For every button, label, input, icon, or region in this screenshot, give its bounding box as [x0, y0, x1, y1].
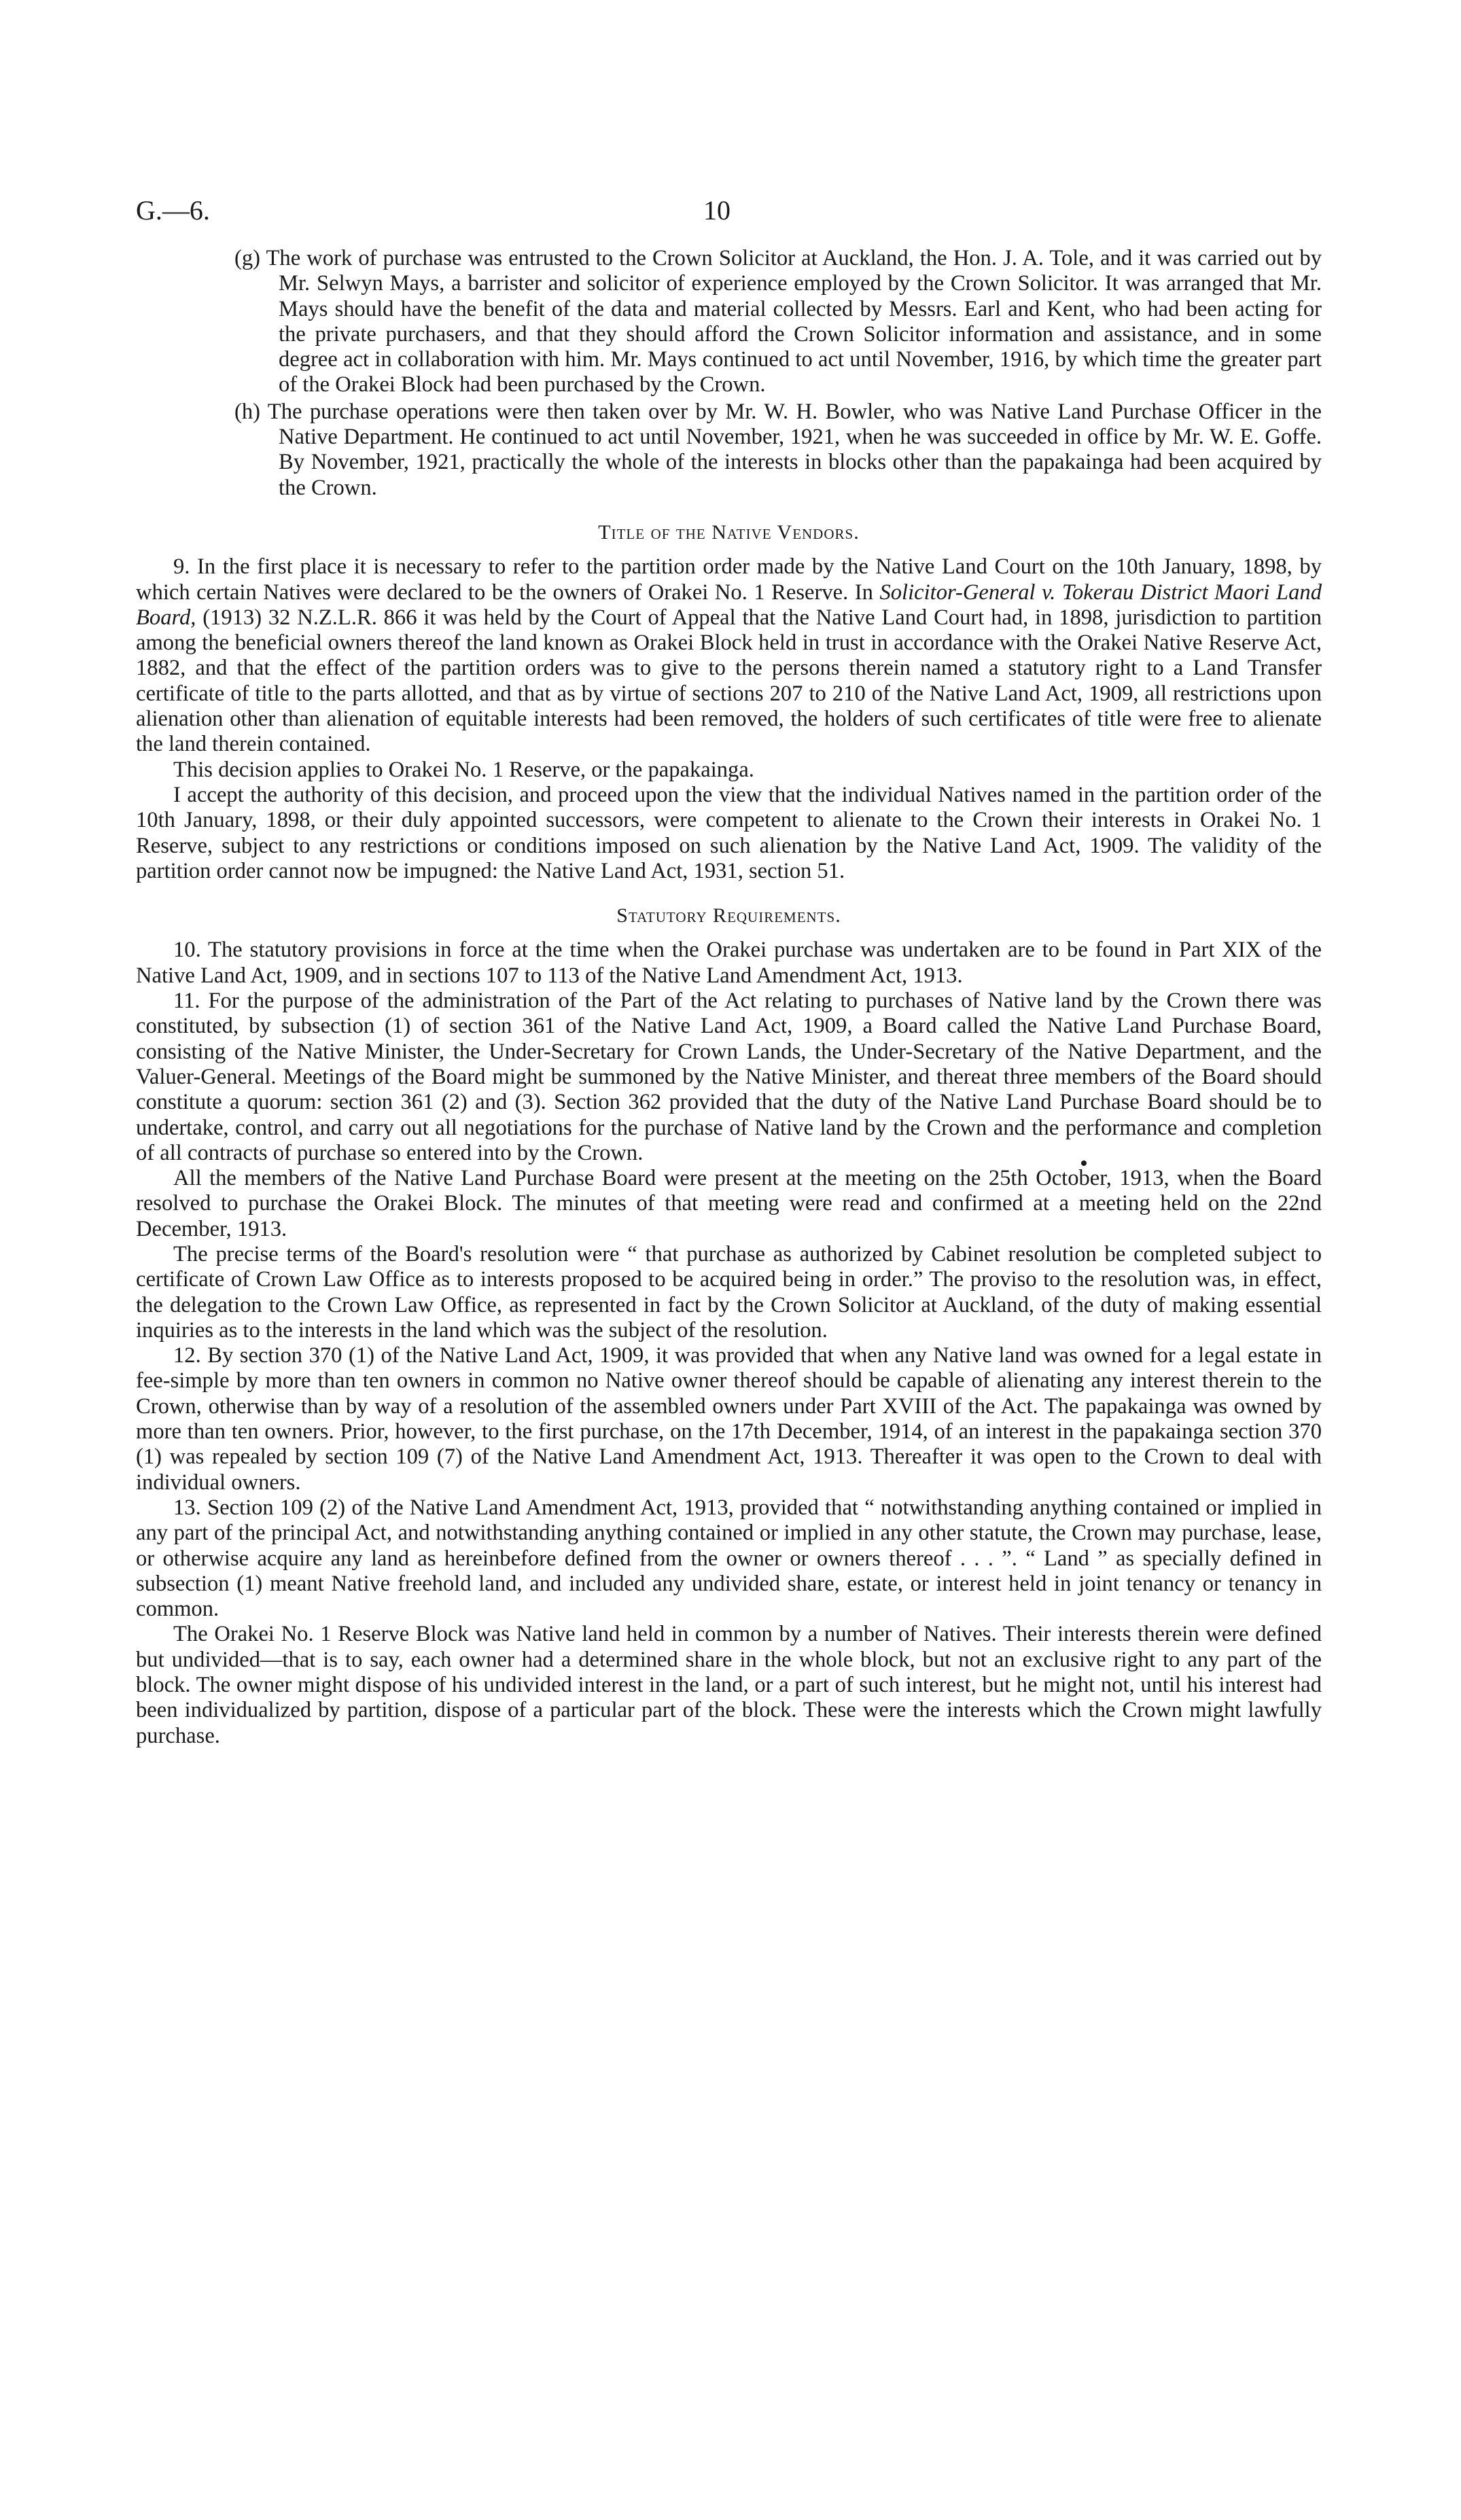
paragraph-11b: All the members of the Native Land Purchase Board were present at the meeting on the 25th October, 1913, when the Board resolved to purchase the Orakei Block. The minutes of that meeting were read and confirmed at a meeting held on the 22nd December, 1913.	[136, 1166, 1322, 1241]
item-text-h: The purchase operations were then taken over by Mr. W. H. Bowler, who was Native Land Purchase Officer in the Native Department. He continued to act until November, 1921, when he was succeeded in office by Mr. W. E. Goffe. By November, 1921, practically the whole of the interests in blocks other than the papakainga had been acquired by the Crown.	[267, 399, 1322, 500]
paragraph-13b: The Orakei No. 1 Reserve Block was Native land held in common by a number of Natives. Their interests therein were defined but undivided—that is to say, each owner had a determined share in the whole block, but not an exclusive right to any part of the block. The owner might dispose of his undivided interest in the land, or a part of such interest, but he might not, until his interest had been individualized by partition, dispose of a particular part of the block. These were the interests which the Crown might lawfully purchase.	[136, 1622, 1322, 1748]
paragraph-9-start: 9. In the first place it is necessary to refer to the partition order made by the Native Land Court on the 10th January, 1898, by which certain Natives were declared to be the owners of Orakei No. 1 Reserve. In	[136, 554, 1322, 605]
section-heading-title-of-native-vendors: Title of the Native Vendors.	[598, 520, 860, 544]
document-reference: G.—6.	[136, 195, 210, 226]
paragraph-g	[234, 246, 1322, 398]
page-header	[0, 190, 1461, 231]
document-body	[136, 246, 1322, 1749]
paragraph-9-end: (1913) 32 N.Z.L.R. 866 it was held by the Court of Appeal that the Native Land Court had, in 1898, jurisdiction to partition among the beneficial owners thereof the land known as Orakei Block held in trust in accordance with the Orakei Native Reserve Act, 1882, and that the effect of the partition orders was to give to the persons therein named a statutory right to a Land Transfer certificate of title to the parts allotted, and that as by virtue of sections 207 to 210 of the Native Land Act, 1909, all restrictions upon alienation other than alienation of equitable interests had been removed, the holders of such certificates of title were free to alienate the land therein contained.	[136, 605, 1322, 757]
section-heading-statutory-requirements: Statutory Requirements.	[616, 904, 841, 927]
paragraph-10: 10. The statutory provisions in force at the time when the Orakei purchase was undertaken are to be found in Part XIX of the Native Land Act, 1909, and in sections 107 to 113 of the Native Land Amendment Act, 1913.	[136, 938, 1322, 988]
page-number: 10	[703, 195, 730, 226]
item-label-g: (g)	[234, 246, 260, 270]
paragraph-9	[136, 554, 1322, 757]
paragraph-9b: This decision applies to Orakei No. 1 Reserve, or the papakainga.	[173, 757, 754, 782]
paragraph-12: 12. By section 370 (1) of the Native Land Act, 1909, it was provided that when any Native land was owned for a legal estate in fee-simple by more than ten owners in common no Native owner thereof should be capable of alienating any interest therein to the Crown, otherwise than by way of a resolution of the assembled owners under Part XVIII of the Act. The papakainga was owned by more than ten owners. Prior, however, to the first purchase, on the 17th December, 1914, of an interest in the papakainga section 370 (1) was repealed by section 109 (7) of the Native Land Amendment Act, 1913. Thereafter it was open to the Crown to deal with individual owners.	[136, 1343, 1322, 1495]
ink-dot	[1081, 1160, 1087, 1166]
item-text-g: The work of purchase was entrusted to the Crown Solicitor at Auckland, the Hon. J. A. Tole, and it was carried out by Mr. Selwyn Mays, a barrister and solicitor of experience employed by the Crown Solicitor. It was arranged that Mr. Mays should have the benefit of the data and material collected by Messrs. Earl and Kent, who had been acting for the private purchasers, and that they should afford the Crown Solicitor information and assistance, and in some degree act in collaboration with him. Mr. Mays continued to act until November, 1916, by which time the greater part of the Orakei Block had been purchased by the Crown.	[266, 246, 1322, 397]
case-citation: Solicitor-General v. Tokerau District Maori Land Board,	[136, 580, 1322, 630]
paragraph-11c: The precise terms of the Board's resolution were “ that purchase as authorized by Cabinet resolution be completed subject to certificate of Crown Law Office as to interests proposed to be acquired being in order.” The proviso to the resolution was, in effect, the delegation to the Crown Law Office, as represented in fact by the Crown Solicitor at Auckland, of the duty of making essential inquiries as to the interests in the land which was the subject of the resolution.	[136, 1241, 1322, 1343]
paragraph-9c: I accept the authority of this decision, and proceed upon the view that the individual Natives named in the partition order of the 10th January, 1898, or their duly appointed successors, were competent to alienate to the Crown their interests in Orakei No. 1 Reserve, subject to any restrictions or conditions imposed on such alienation by the Native Land Act, 1909. The validity of the partition order cannot now be impugned: the Native Land Act, 1931, section 51.	[136, 782, 1322, 883]
paragraph-13: 13. Section 109 (2) of the Native Land Amendment Act, 1913, provided that “ notwithstanding anything contained or implied in any part of the principal Act, and notwithstanding anything contained or implied in any other statute, the Crown may purchase, lease, or otherwise acquire any land as hereinbefore defined from the owner or owners thereof . . . ”. “ Land ” as specially defined in subsection (1) meant Native freehold land, and included any undivided share, estate, or interest held in joint tenancy or tenancy in common.	[136, 1495, 1322, 1622]
item-label-h: (h)	[234, 399, 260, 424]
paragraph-h	[234, 400, 1322, 501]
paragraph-11: 11. For the purpose of the administration of the Part of the Act relating to purchases of Native land by the Crown there was constituted, by subsection (1) of section 361 of the Native Land Act, 1909, a Board called the Native Land Purchase Board, consisting of the Native Minister, the Under-Secretary for Crown Lands, the Under-Secretary of the Native Department, and the Valuer-General. Meetings of the Board might be summoned by the Native Minister, and thereat three members of the Board should constitute a quorum: section 361 (2) and (3). Section 362 provided that the duty of the Native Land Purchase Board should be to undertake, control, and carry out all negotiations for the purchase of Native land by the Crown and the performance and completion of all contracts of purchase so entered into by the Crown.	[136, 989, 1322, 1165]
